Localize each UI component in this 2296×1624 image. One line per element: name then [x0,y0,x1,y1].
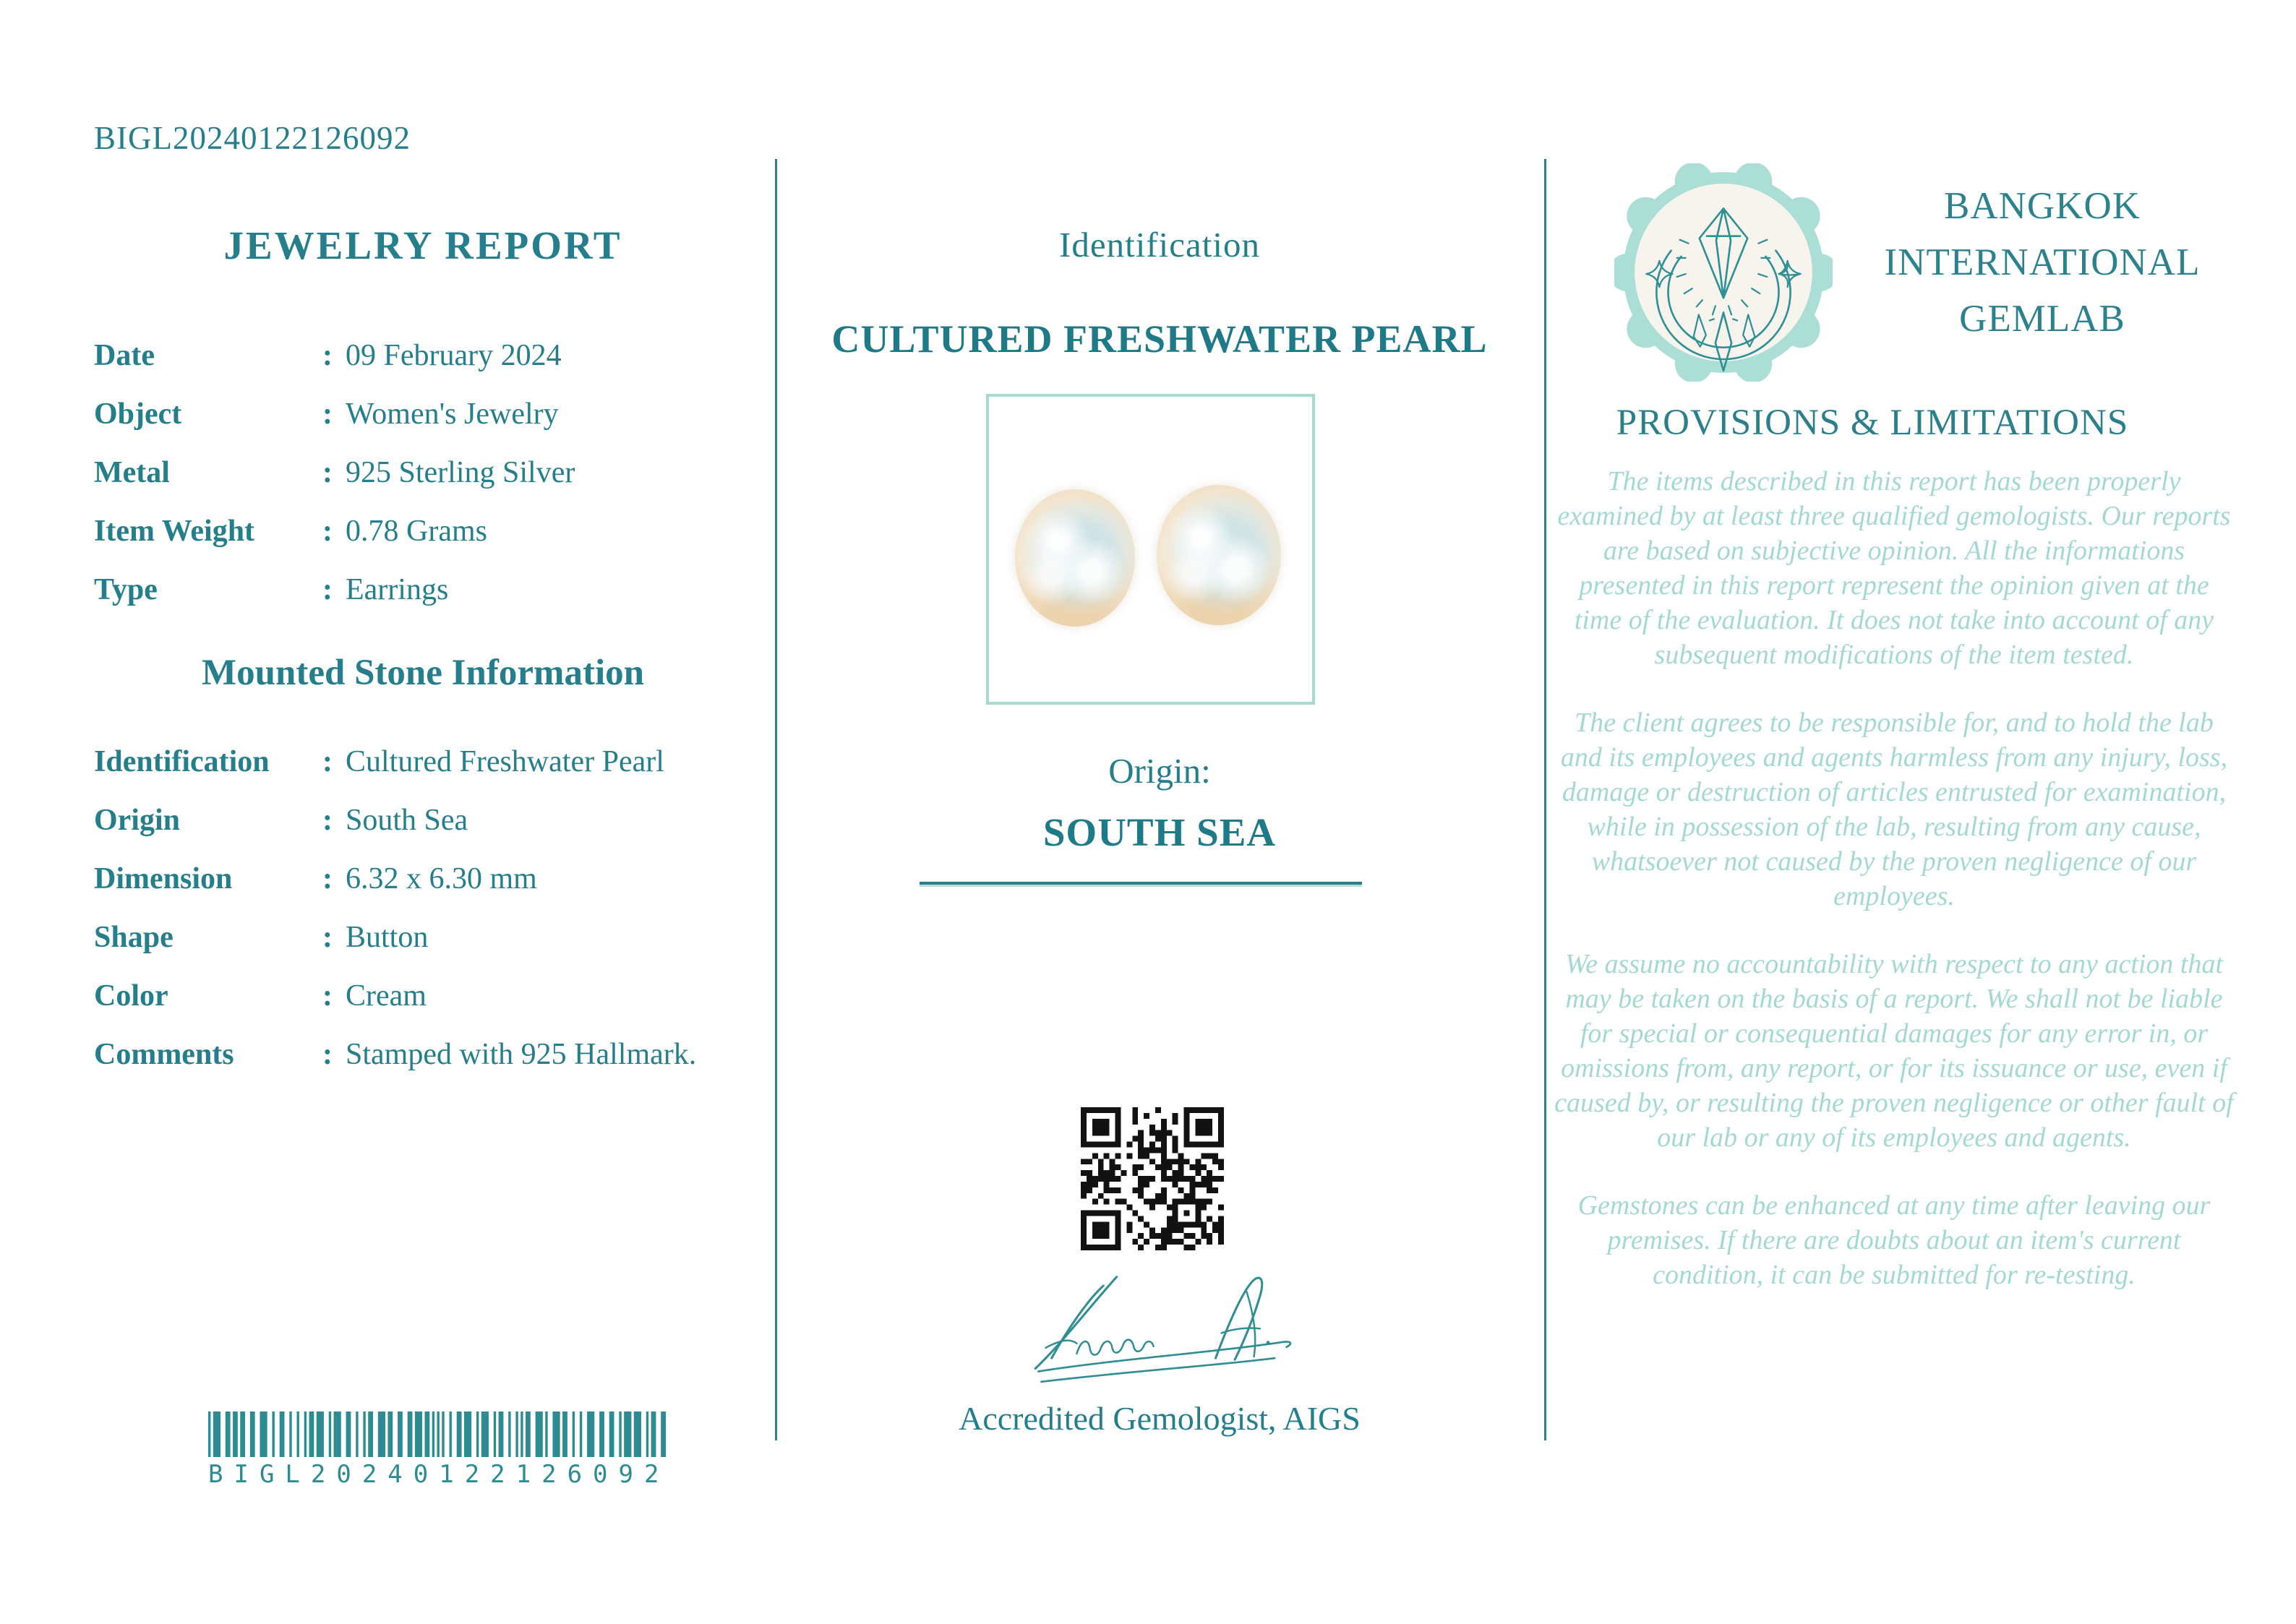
field-separator: : [322,398,333,431]
origin-underline [920,882,1362,887]
lab-name-line: INTERNATIONAL [1884,241,2201,283]
field-row-object [94,397,745,455]
field-value: 6.32 x 6.30 mm [346,862,537,895]
barcode-text: BIGL20240122126092 [208,1460,670,1489]
field-separator: : [322,979,333,1013]
field-row-item-weight [94,514,745,572]
field-value: Stamped with 925 Hallmark. [346,1038,697,1071]
column-divider-right [1544,159,1546,1440]
field-separator: : [322,456,333,489]
field-row-dimension [94,862,745,920]
stone-section-title: Mounted Stone Information [201,653,645,693]
field-value: Women's Jewelry [346,398,559,431]
field-separator: : [322,573,333,606]
field-row-date [94,338,745,397]
barcode [208,1412,670,1489]
origin-value: SOUTH SEA [1042,810,1277,854]
qr-code [1081,1107,1224,1250]
field-row-color [94,979,745,1037]
lab-name [1825,178,2259,347]
field-label: Type [94,573,158,606]
provisions-title: PROVISIONS & LIMITATIONS [1616,403,2129,443]
provisions-paragraph: The items described in this report has been properly examined by at least three qualified gemologists. Our reports are based on subjective opinion. All the informations presented in this report represent the opinion given at the time of the evaluation. It does not take into account of any subsequent modifications of the item tested. [1557,466,2231,670]
field-label: Color [94,979,168,1013]
field-separator: : [322,804,333,837]
field-separator: : [322,515,333,548]
field-label: Comments [94,1038,234,1071]
field-value: Earrings [346,573,449,606]
field-value: South Sea [346,804,468,837]
origin-label: Origin: [1108,751,1211,791]
field-value: Cultured Freshwater Pearl [346,745,664,778]
report-title: JEWELRY REPORT [223,223,622,267]
field-value: Cream [346,979,427,1013]
provisions-paragraph: The client agrees to be responsible for, and to hold the lab and its employees and agents harmless from any injury, loss, damage or destruction of articles entrusted for examination, while in possession of the lab, resulting from any cause, whatsoever not caused by the proven negligence of our employees. [1560,708,2228,911]
field-separator: : [322,339,333,372]
field-label: Origin [94,804,181,837]
gemologist-signature [994,1271,1334,1401]
provisions-paragraphs [1554,464,2234,1326]
field-value: Button [346,921,429,954]
item-photo-frame [986,394,1315,705]
provisions-paragraph: Gemstones can be enhanced at any time after leaving our premises. If there are doubts about an item's current condition, it can be submitted for re-testing. [1577,1190,2211,1290]
field-row-origin [94,803,745,862]
field-separator: : [322,745,333,778]
barcode-bars [208,1412,666,1457]
field-value: 09 February 2024 [346,339,562,372]
field-row-shape [94,920,745,979]
field-label: Date [94,339,155,372]
pearl-photo-right [1157,485,1281,625]
field-separator: : [322,1038,333,1071]
stone-fields [94,744,745,1096]
field-value: 925 Sterling Silver [346,456,575,489]
provisions-paragraph: We assume no accountability with respect to any action that may be taken on the basis of a report. We shall not be liable for special or consequential damages for any error in, or omissions from, any report, or for its issuance or use, even if caused by, or resulting the proven negligence or other fault of our lab or any of its employees and agents. [1554,949,2234,1153]
field-label: Object [94,398,182,431]
field-value: 0.78 Grams [346,515,487,548]
field-label: Metal [94,456,170,489]
field-row-identification [94,744,745,803]
lab-name-line: GEMLAB [1959,298,2125,340]
field-label: Dimension [94,862,233,895]
field-label: Identification [94,745,270,778]
field-row-type [94,572,745,631]
field-row-metal [94,455,745,514]
field-label: Shape [94,921,174,954]
pearl-photo-left [1015,489,1135,627]
field-separator: : [322,862,333,895]
field-row-comments [94,1037,745,1096]
field-separator: : [322,921,333,954]
signatory-title: Accredited Gemologist, AIGS [959,1400,1361,1437]
identification-result: CULTURED FRESHWATER PEARL [831,317,1488,361]
lab-name-line: BANGKOK [1944,185,2141,227]
certificate-number: BIGL20240122126092 [94,120,411,156]
gemlab-logo-icon [1614,163,1833,382]
identification-heading: Identification [1059,225,1260,265]
report-fields [94,338,745,631]
field-label: Item Weight [94,515,255,548]
